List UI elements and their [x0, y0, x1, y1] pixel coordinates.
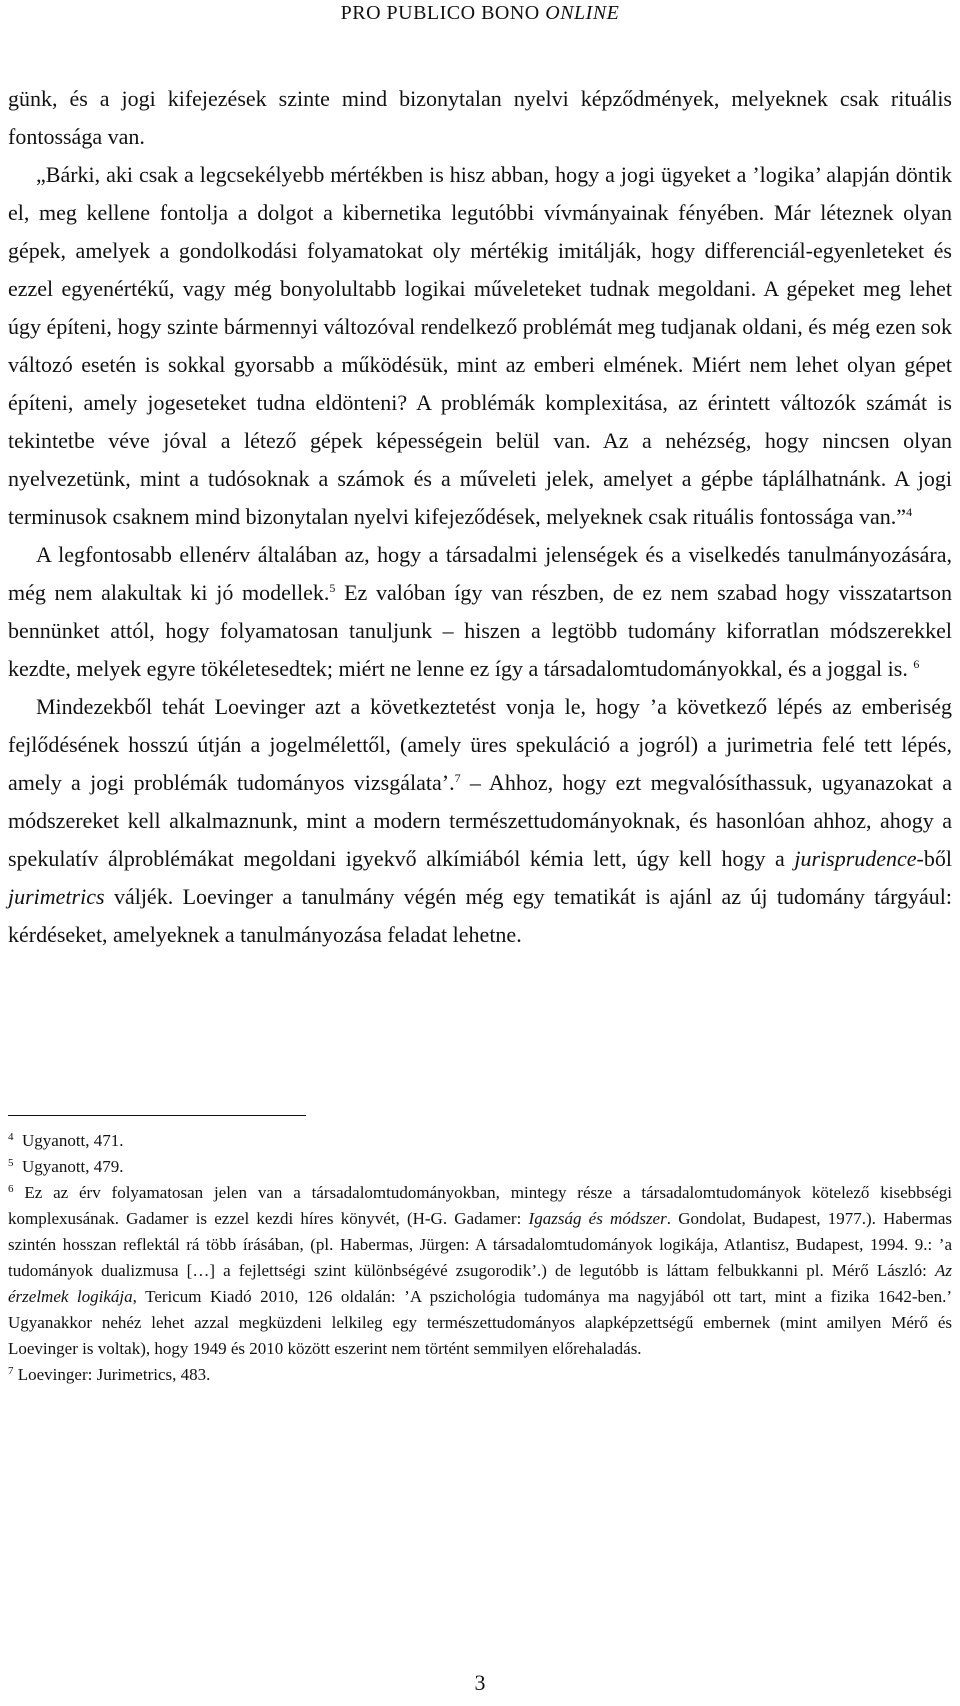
footnote-6-number: 6	[8, 1183, 14, 1195]
italic-jurimetrics: jurimetrics	[8, 884, 105, 909]
footnote-6-text-c: , Tericum Kiadó 2010, 126 oldalán: ’A pszichológia tudománya ma nagyjából ott tart, mint a fizika 1642-ben.’ Ugyanakkor nehéz lehet azzal megküzdeni lelkileg egy természettudományos alapképzettségű embernek (mint amilyen Mérő és Loevinger is voltak), hogy 1949 és 2010 között eszerint nem történt semmilyen előrehaladás.	[8, 1287, 952, 1358]
footnote-ref-7[interactable]: 7	[454, 771, 461, 785]
footnote-7-number: 7	[8, 1365, 14, 1377]
footnote-6-italic-1: Igazság és módszer	[528, 1209, 667, 1228]
footnote-4	[8, 1128, 952, 1154]
body-text	[8, 80, 952, 954]
running-header	[0, 2, 960, 25]
footnotes	[8, 1128, 952, 1388]
paragraph-4-text-d: váljék. Loevinger a tanulmány végén még egy tematikát is ajánl az új tudomány tárgyául: kérdéseket, amelyeknek a tanulmányozása feladat lehetne.	[8, 884, 952, 947]
paragraph-2-text: „Bárki, aki csak a legcsekélyebb mértékben is hisz abban, hogy a jogi ügyeket a ’logika’ alapján döntik el, meg kellene fontolja a dolgot a kibernetika legutóbbi vívmányainak fényében. Már léteznek olyan gépek, amelyek a gondolkodási folyamatokat oly mértékig imitálják, hogy differenciál-egyenleteket és ezzel egyenértékű, vagy még bonyolultabb logikai műveleteket tudnak megoldani. A gépeket meg lehet úgy építeni, hogy szinte bármennyi változóval rendelkező problémát meg tudjanak oldani, és még ezen sok változó esetén is sokkal gyorsabb a működésük, mint az emberi elmének. Miért nem lehet olyan gépet építeni, amely jogeseteket tudna eldönteni? A problémák komplexitása, az érintett változók számát is tekintetbe véve jóval a létező gépek képességein belül van. Az a nehézség, hogy nincsen olyan nyelvezetünk, mint a tudósoknak a számok és a műveleti jelek, amelyet a gépbe táplálhatnánk. A jogi terminusok csaknem mind bizonytalan nyelvi kifejeződések, melyeknek csak rituális fontossága van.”	[8, 162, 952, 529]
footnote-divider	[8, 1115, 306, 1116]
footnote-5-text: Ugyanott, 479.	[22, 1157, 124, 1176]
footnote-4-number: 4	[8, 1131, 14, 1143]
paragraph-2-quote	[8, 156, 952, 536]
paragraph-4-text-a: Mindezekből tehát Loevinger azt a következtetést vonja le, hogy ’a következő lépés az emberiség fejlődésének hosszú útján a jogelmélettől, (amely üres spekuláció a jogról) a jurimetria felé tett lépés, amely a jogi problémák tudományos vizsgálata’.	[8, 694, 952, 795]
footnote-5	[8, 1154, 952, 1180]
paragraph-4	[8, 688, 952, 954]
paragraph-1-text: günk, és a jogi kifejezések szinte mind bizonytalan nyelvi képződmények, melyeknek csak rituális fontossága van.	[8, 86, 952, 149]
footnote-ref-5[interactable]: 5	[329, 581, 336, 595]
footnote-6-italic-2: Az érzelmek logikája	[8, 1261, 952, 1306]
footnote-7	[8, 1362, 952, 1388]
paragraph-1	[8, 80, 952, 156]
italic-jurisprudence: jurisprudence	[794, 846, 917, 871]
page-number: 3	[474, 1670, 486, 1695]
footnote-6-text-a: Ez az érv folyamatosan jelen van a társadalomtudományokban, mintegy része a társadalomtudományok kötelező kisebbségi komplexusának. Gadamer is ezzel kezdi híres könyvét, (H-G. Gadamer:	[8, 1183, 952, 1228]
footnote-ref-4[interactable]: 4	[906, 505, 913, 519]
paragraph-3	[8, 536, 952, 688]
footnote-6-text-b: . Gondolat, Budapest, 1977.). Habermas szintén hosszan reflektál rá több írásában, (pl. Habermas, Jürgen: A társadalomtudományok logikája, Atlantisz, Budapest, 1994. 9.: ’a tudományok dualizmusa […] a fejlettségi szint különbségévé zsugorodik’.) de legutóbb is láttam felbukkanni pl. Mérő László:	[8, 1209, 952, 1280]
footnote-4-text: Ugyanott, 471.	[22, 1131, 124, 1150]
header-online: ONLINE	[545, 2, 620, 24]
paragraph-4-text-b: – Ahhoz, hogy ezt megvalósíthassuk, ugyanazokat a módszereket kell alkalmaznunk, mint a modern természettudományoknak, és hasonlóan ahhoz, ahogy a spekulatív álproblémákat megoldani igyekvő alkímiából kémia lett, úgy kell hogy a	[8, 770, 952, 871]
header-title: PRO PUBLICO BONO	[340, 2, 540, 24]
paragraph-4-text-c: -ből	[916, 846, 952, 871]
paragraph-3-text-a: A legfontosabb ellenérv általában az, hogy a társadalmi jelenségek és a viselkedés tanulmányozására, még nem alakultak ki jó modellek.	[8, 542, 952, 605]
footnote-ref-6[interactable]: 6	[913, 657, 920, 671]
footnote-6	[8, 1180, 952, 1362]
footnote-7-text: Loevinger: Jurimetrics, 483.	[17, 1365, 211, 1384]
paragraph-3-text-b: Ez valóban így van részben, de ez nem szabad hogy visszatartson bennünket attól, hogy folyamatosan tanuljunk – hiszen a legtöbb tudomány kiforratlan módszerekkel kezdte, melyek egyre tökéletesedtek; miért ne lenne ez így a társadalomtudományokkal, és a joggal is.	[8, 580, 952, 681]
footnote-5-number: 5	[8, 1157, 14, 1169]
